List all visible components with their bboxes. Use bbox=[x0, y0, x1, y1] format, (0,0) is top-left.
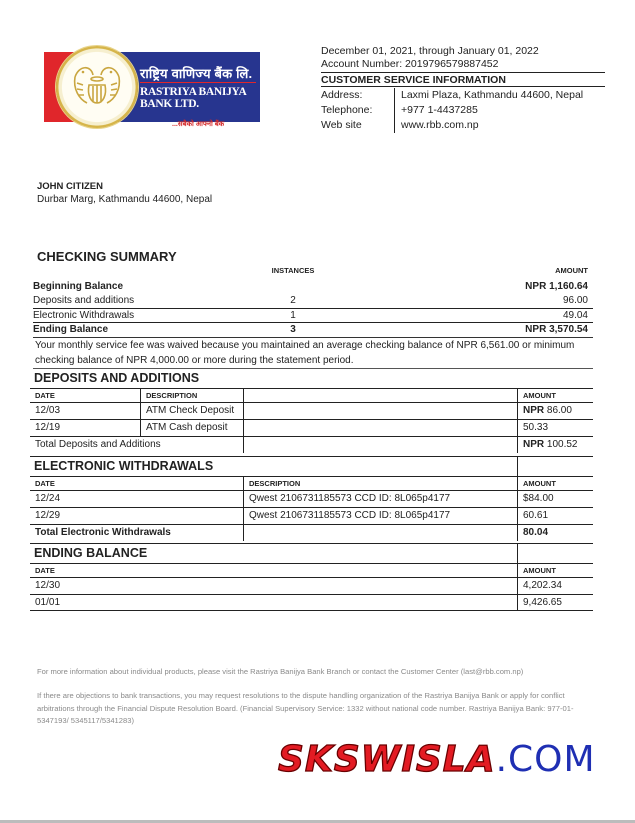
bank-seal-icon bbox=[56, 46, 138, 128]
row-description: Qwest 2106731185573 CCD ID: 8L065p4177 bbox=[243, 508, 517, 524]
row-date: 12/24 bbox=[35, 493, 61, 504]
instances-header: INSTANCES bbox=[271, 266, 315, 275]
summary-amount: NPR 1,160.64 bbox=[525, 281, 588, 292]
summary-instances: 1 bbox=[290, 310, 296, 321]
summary-row-ending-balance bbox=[33, 322, 593, 336]
address-label: Address: bbox=[321, 88, 395, 103]
account-number: 2019796579887452 bbox=[405, 58, 499, 70]
withdrawals-total-row bbox=[30, 524, 593, 541]
ending-balance-title-row bbox=[30, 543, 593, 563]
website-label: Web site bbox=[321, 118, 395, 133]
summary-amount: NPR 3,570.54 bbox=[525, 324, 588, 335]
summary-instances: 2 bbox=[290, 295, 296, 306]
amount-value: 50.33 bbox=[523, 422, 549, 433]
summary-amount: 96.00 bbox=[562, 295, 588, 306]
row-amount: 9,426.65 bbox=[517, 595, 593, 610]
summary-label: Beginning Balance bbox=[33, 281, 124, 292]
description-header: DESCRIPTION bbox=[140, 389, 243, 402]
watermark bbox=[278, 739, 596, 780]
ending-balance-title: ENDING BALANCE bbox=[34, 546, 148, 560]
date-header: DATE bbox=[35, 391, 55, 400]
spacer-header bbox=[243, 389, 517, 402]
watermark-part2: .COM bbox=[495, 739, 596, 780]
row-amount: $84.00 bbox=[517, 491, 593, 507]
summary-header-row bbox=[33, 265, 593, 280]
row-amount: 4,202.34 bbox=[517, 578, 593, 594]
summary-instances bbox=[265, 280, 321, 294]
customer-service-title: CUSTOMER SERVICE INFORMATION bbox=[321, 72, 605, 87]
account-number-label: Account Number: bbox=[321, 58, 403, 70]
summary-label: Ending Balance bbox=[33, 324, 109, 335]
checking-summary-title: CHECKING SUMMARY bbox=[37, 249, 177, 264]
customer-address: Durbar Marg, Kathmandu 44600, Nepal bbox=[37, 194, 213, 205]
currency-prefix: NPR bbox=[523, 405, 545, 416]
summary-row-withdrawals bbox=[33, 308, 593, 322]
telephone-label: Telephone: bbox=[321, 103, 395, 118]
row-date: 12/29 bbox=[35, 510, 61, 521]
row-amount bbox=[517, 403, 593, 419]
total-amount bbox=[517, 437, 593, 453]
bank-name-nepali: राष्ट्रिय वाणिज्य बैंक लि. bbox=[140, 66, 253, 81]
website-value[interactable]: www.rbb.com.np bbox=[401, 119, 479, 131]
deposits-total-row bbox=[30, 436, 593, 453]
amount-header: AMOUNT bbox=[517, 564, 593, 577]
withdrawals-table bbox=[30, 456, 593, 541]
amount-value: 100.52 bbox=[544, 439, 578, 450]
row-spacer bbox=[243, 525, 517, 541]
total-amount: 80.04 bbox=[517, 525, 593, 541]
account-number-line bbox=[321, 58, 605, 71]
summary-label: Deposits and additions bbox=[33, 295, 135, 306]
table-row bbox=[30, 402, 593, 419]
date-header: DATE bbox=[35, 479, 55, 488]
summary-row-beginning-balance bbox=[33, 280, 593, 294]
bank-tagline: ...सबैको आफ्नो बैंक bbox=[172, 121, 225, 128]
row-spacer bbox=[243, 437, 517, 453]
withdrawals-header-row bbox=[30, 476, 593, 490]
service-fee-note: Your monthly service fee was waived because you maintained an average checking balance of NPR 6,561.00 or minimum checking balance of NPR 4,000.00 or more during the statement period. bbox=[33, 337, 593, 369]
telephone-value: +977 1-4437285 bbox=[401, 104, 478, 116]
amount-value: 86.00 bbox=[544, 405, 572, 416]
summary-amount: 49.04 bbox=[562, 310, 588, 321]
checking-summary-table bbox=[33, 265, 593, 336]
bank-logo bbox=[44, 48, 260, 130]
amount-header: AMOUNT bbox=[555, 266, 588, 275]
total-label: Total Electronic Withdrawals bbox=[35, 527, 171, 538]
address-value: Laxmi Plaza, Kathmandu 44600, Nepal bbox=[401, 89, 584, 101]
row-date: 12/19 bbox=[35, 422, 61, 433]
summary-instances: 3 bbox=[290, 324, 296, 335]
customer-block bbox=[37, 180, 212, 206]
table-row bbox=[30, 419, 593, 436]
row-date: 12/30 bbox=[35, 580, 61, 591]
logo-divider bbox=[140, 82, 256, 83]
footer-info: For more information about individual products, please visit the Rastriya Banijya Bank Branch or contact the Customer Center (last@rbb.com.np) bbox=[37, 667, 524, 676]
deposits-header-row bbox=[30, 388, 593, 402]
total-label: Total Deposits and Additions bbox=[35, 439, 161, 450]
date-header: DATE bbox=[35, 566, 55, 575]
table-row bbox=[30, 577, 593, 594]
amount-header: AMOUNT bbox=[517, 389, 593, 402]
summary-label: Electronic Withdrawals bbox=[33, 310, 135, 321]
deposits-table bbox=[30, 369, 593, 453]
currency-prefix: NPR bbox=[523, 439, 545, 450]
row-description: ATM Cash deposit bbox=[140, 420, 243, 436]
customer-name: JOHN CITIZEN bbox=[37, 181, 103, 192]
row-spacer bbox=[243, 420, 517, 436]
row-description: ATM Check Deposit bbox=[140, 403, 243, 419]
description-header: DESCRIPTION bbox=[243, 477, 517, 490]
table-row bbox=[30, 507, 593, 524]
row-date: 01/01 bbox=[35, 597, 61, 608]
statement-header bbox=[321, 45, 605, 133]
title-spacer bbox=[517, 544, 593, 563]
row-date: 12/03 bbox=[35, 405, 61, 416]
amount-header: AMOUNT bbox=[517, 477, 593, 490]
withdrawals-title: ELECTRONIC WITHDRAWALS bbox=[34, 459, 214, 473]
row-spacer bbox=[243, 403, 517, 419]
ending-balance-table bbox=[30, 543, 593, 611]
row-amount: 60.61 bbox=[517, 508, 593, 524]
title-spacer bbox=[517, 457, 593, 476]
watermark-part1: SKSWISLA bbox=[278, 739, 496, 780]
withdrawals-title-row bbox=[30, 456, 593, 476]
row-description: Qwest 2106731185573 CCD ID: 8L065p4177 bbox=[243, 491, 517, 507]
bank-name-english: RASTRIYA BANIJYA BANK LTD. bbox=[140, 86, 246, 110]
row-amount bbox=[517, 420, 593, 436]
ending-balance-header-row bbox=[30, 563, 593, 577]
statement-period: December 01, 2021, through January 01, 2022 bbox=[321, 45, 539, 57]
table-row bbox=[30, 490, 593, 507]
footer-objections: If there are objections to bank transactions, you may request resolutions to the dispute handling organization of the Rastriya Banijya Bank or apply for conflict arbitrations through the Financial Dispute Resolution Board. (Financial Supervisory Service: 1332 without national code number. Rastriya Banijya Bank: 977-01-5347193/ 5345117/5341283) bbox=[37, 691, 574, 725]
customer-service-info bbox=[321, 88, 605, 133]
table-row bbox=[30, 594, 593, 611]
summary-row-deposits bbox=[33, 294, 593, 308]
deposits-title: DEPOSITS AND ADDITIONS bbox=[34, 371, 200, 385]
